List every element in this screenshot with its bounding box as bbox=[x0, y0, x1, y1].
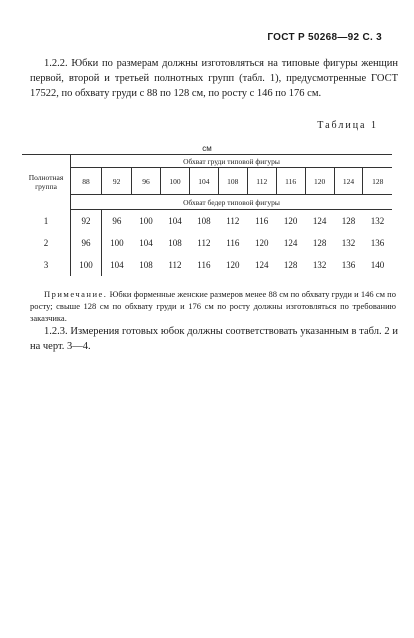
hip-value-cell: 108 bbox=[197, 216, 211, 226]
hip-value-cell: 124 bbox=[283, 238, 298, 248]
paragraph-1-2-2 bbox=[30, 56, 398, 101]
note-text: Юбки форменные женские размеров менее 88 см по обхвату груди и 146 см по росту; свыше 128 см по обхвату груди и 176 см по росту должны изготовляться по требованию заказчика. bbox=[30, 289, 396, 323]
hip-value-cell: 124 bbox=[254, 260, 269, 270]
standard-header: ГОСТ Р 50268—92 С. 3 bbox=[267, 32, 382, 43]
table-caption: Таблица 1 bbox=[317, 120, 378, 131]
chest-size-header: 96 bbox=[132, 168, 161, 195]
table-unit-row bbox=[22, 142, 392, 155]
hip-value-cell: 112 bbox=[226, 216, 240, 226]
size-table bbox=[22, 142, 392, 276]
table-row bbox=[22, 232, 392, 254]
hip-value-cell: 96 bbox=[112, 216, 122, 226]
hip-value-cell: 96 bbox=[71, 232, 102, 254]
chest-size-header: 124 bbox=[334, 168, 363, 195]
hip-value-cell: 132 bbox=[312, 260, 327, 270]
chest-size-header: 120 bbox=[305, 168, 334, 195]
hip-value-cell: 120 bbox=[226, 260, 240, 270]
chest-size-header: 108 bbox=[218, 168, 247, 195]
chest-header-row bbox=[22, 155, 392, 168]
hip-value-cell: 108 bbox=[139, 260, 153, 270]
table-row bbox=[22, 210, 392, 233]
hip-value-cell: 112 bbox=[168, 260, 182, 270]
chest-size-header: 116 bbox=[276, 168, 305, 195]
hip-value-cell: 128 bbox=[312, 238, 327, 248]
chest-size-header: 112 bbox=[247, 168, 276, 195]
group-number: 2 bbox=[22, 232, 71, 254]
note-label: Примечание. bbox=[44, 289, 108, 299]
hip-value-cell: 124 bbox=[312, 216, 327, 226]
chest-size-header: 92 bbox=[102, 168, 132, 195]
hip-value-cell: 120 bbox=[283, 216, 298, 226]
hip-value-cell: 92 bbox=[71, 210, 102, 233]
chest-size-header: 128 bbox=[363, 168, 392, 195]
hip-value-cell: 116 bbox=[255, 216, 269, 226]
paragraph-1-2-2-text: 1.2.2. Юбки по размерам должны изготовляться на типовые фигуры женщин первой, второй и третьей полнотных групп (табл. 1), предусмотренные ГОСТ 17522, по обхвату груди с 88 по 128 см, по росту с 146 по 176 см. bbox=[30, 58, 398, 99]
hip-value-cell: 112 bbox=[197, 238, 211, 248]
hip-value-cell: 136 bbox=[370, 238, 385, 248]
hip-value-cell: 100 bbox=[71, 254, 102, 276]
hip-value-cell: 132 bbox=[370, 216, 385, 226]
chest-size-header: 88 bbox=[71, 168, 102, 195]
group-column-header: Полнотная группа bbox=[22, 155, 71, 210]
hip-value-cell: 108 bbox=[168, 238, 182, 248]
hip-value-cell: 128 bbox=[341, 216, 356, 226]
hip-value-cell: 100 bbox=[139, 216, 153, 226]
hip-value-cell: 104 bbox=[168, 216, 182, 226]
hip-value-cell: 132 bbox=[341, 238, 356, 248]
table-row bbox=[22, 254, 392, 276]
hip-value-cell: 140 bbox=[370, 260, 385, 270]
hip-value-cell: 100 bbox=[110, 238, 124, 248]
group-number: 3 bbox=[22, 254, 71, 276]
chest-span-header: Обхват груди типовой фигуры bbox=[71, 155, 393, 168]
hip-value-cell: 116 bbox=[226, 238, 240, 248]
group-number: 1 bbox=[22, 210, 71, 233]
table-unit: см bbox=[22, 142, 392, 155]
hip-span-header: Обхват бедер типовой фигуры bbox=[71, 195, 393, 210]
hip-value-cell: 104 bbox=[139, 238, 153, 248]
paragraph-1-2-3 bbox=[30, 324, 398, 354]
table-note bbox=[30, 288, 396, 324]
chest-sizes-row bbox=[22, 168, 392, 195]
hip-value-cell: 116 bbox=[197, 260, 211, 270]
chest-size-header: 100 bbox=[161, 168, 190, 195]
hip-value-cell: 128 bbox=[283, 260, 298, 270]
hip-header-row bbox=[22, 195, 392, 210]
hip-value-cell: 120 bbox=[254, 238, 269, 248]
hip-value-cell: 136 bbox=[341, 260, 356, 270]
chest-size-header: 104 bbox=[189, 168, 218, 195]
hip-value-cell: 104 bbox=[110, 260, 124, 270]
paragraph-1-2-3-text: 1.2.3. Измерения готовых юбок должны соответствовать указанным в табл. 2 и на черт. 3—4. bbox=[30, 326, 398, 352]
